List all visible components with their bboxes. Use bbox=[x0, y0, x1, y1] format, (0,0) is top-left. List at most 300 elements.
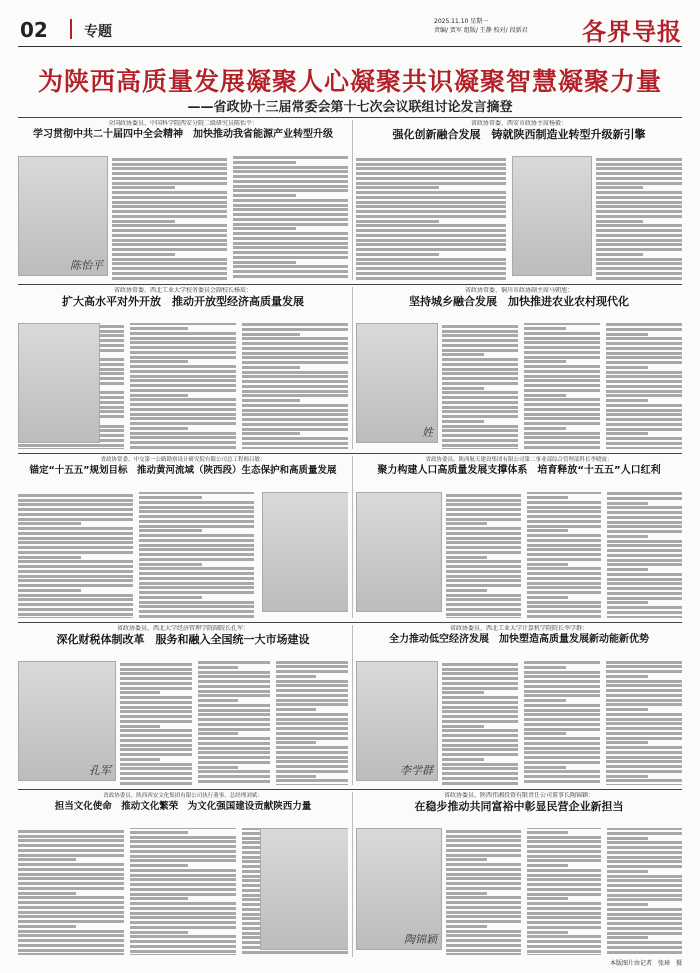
text-line bbox=[276, 779, 348, 782]
text-line bbox=[276, 694, 348, 697]
text-line bbox=[527, 878, 602, 881]
text-line bbox=[607, 540, 682, 543]
text-line bbox=[198, 699, 238, 702]
text-line bbox=[198, 713, 270, 716]
text-line bbox=[130, 327, 188, 330]
text-line bbox=[446, 518, 521, 521]
text-line bbox=[442, 668, 518, 671]
text-line bbox=[527, 907, 602, 910]
text-line bbox=[198, 661, 270, 664]
text-line bbox=[527, 520, 602, 523]
text-line bbox=[442, 372, 518, 375]
text-line bbox=[527, 874, 602, 877]
text-line bbox=[139, 563, 202, 566]
text-line bbox=[606, 375, 682, 378]
text-line bbox=[524, 690, 600, 693]
text-line bbox=[442, 410, 518, 413]
text-line bbox=[524, 432, 600, 435]
text-line bbox=[446, 830, 521, 833]
text-line bbox=[139, 577, 254, 580]
text-line bbox=[607, 535, 648, 538]
text-line bbox=[130, 422, 236, 425]
text-line bbox=[18, 541, 133, 544]
text-line bbox=[18, 584, 133, 587]
text-line bbox=[130, 436, 236, 439]
text-line bbox=[607, 941, 682, 944]
photo-credit: 本版图片由记者 张璋 摄 bbox=[609, 960, 682, 967]
text-line bbox=[446, 575, 521, 578]
text-line bbox=[18, 537, 133, 540]
text-line bbox=[120, 767, 192, 770]
issue-date: 2025.11.10 星期一 bbox=[434, 18, 489, 25]
text-line bbox=[607, 511, 682, 514]
text-line bbox=[120, 677, 192, 680]
text-line bbox=[524, 671, 600, 674]
text-line bbox=[524, 375, 600, 378]
article-body bbox=[112, 156, 348, 280]
text-line bbox=[120, 668, 192, 671]
text-line bbox=[18, 579, 133, 582]
text-line bbox=[446, 503, 521, 506]
text-line bbox=[527, 610, 602, 613]
speaker-photo bbox=[18, 323, 100, 443]
text-line bbox=[198, 666, 238, 669]
text-line bbox=[524, 337, 600, 340]
text-line bbox=[524, 766, 566, 769]
main-headline: 为陕西高质量发展凝聚人心凝聚共识凝聚智慧凝聚力量 bbox=[37, 67, 662, 96]
text-line bbox=[356, 277, 506, 280]
text-line bbox=[130, 375, 236, 378]
text-line bbox=[276, 751, 348, 754]
text-line bbox=[242, 432, 300, 435]
text-line bbox=[233, 175, 348, 178]
signature: 陈怡平 bbox=[70, 259, 103, 272]
text-line bbox=[120, 729, 192, 732]
text-line bbox=[276, 722, 348, 725]
text-line bbox=[527, 582, 602, 585]
text-line bbox=[607, 889, 682, 892]
text-line bbox=[607, 516, 682, 519]
text-line bbox=[607, 851, 682, 854]
text-line bbox=[527, 496, 568, 499]
text-line bbox=[130, 427, 188, 430]
text-line bbox=[524, 761, 600, 764]
text-line bbox=[198, 766, 238, 769]
text-line bbox=[130, 869, 236, 872]
text-line bbox=[596, 191, 682, 194]
text-line bbox=[607, 601, 648, 604]
text-line bbox=[446, 892, 487, 895]
text-line bbox=[18, 887, 124, 890]
text-line bbox=[276, 732, 348, 735]
text-line bbox=[442, 715, 518, 718]
text-line bbox=[606, 684, 682, 687]
text-line bbox=[596, 167, 682, 170]
newspaper-logo: 各界导报 bbox=[582, 17, 682, 46]
text-line bbox=[527, 572, 602, 575]
text-line bbox=[130, 840, 236, 843]
text-line bbox=[446, 570, 521, 573]
text-line bbox=[524, 747, 600, 750]
text-line bbox=[442, 420, 484, 423]
text-line bbox=[112, 277, 227, 280]
text-line bbox=[524, 384, 600, 387]
editor-staff: 责编/ 贾军 组版/ 王静 校对/ 段新君 bbox=[434, 27, 528, 34]
text-line bbox=[596, 205, 682, 208]
text-line bbox=[607, 879, 682, 882]
text-line bbox=[527, 558, 602, 561]
text-line bbox=[242, 399, 300, 402]
text-line bbox=[527, 615, 602, 618]
text-line bbox=[242, 356, 348, 359]
text-line bbox=[139, 506, 254, 509]
text-line bbox=[356, 177, 506, 180]
text-line bbox=[524, 666, 566, 669]
text-line bbox=[18, 835, 124, 838]
text-line bbox=[198, 671, 270, 674]
text-line bbox=[596, 177, 682, 180]
text-line bbox=[139, 586, 254, 589]
text-line bbox=[607, 832, 682, 835]
text-line bbox=[198, 742, 270, 745]
article-panel bbox=[356, 120, 682, 280]
text-line bbox=[442, 363, 518, 366]
text-line bbox=[527, 931, 568, 934]
text-line bbox=[139, 615, 254, 618]
text-line bbox=[607, 841, 682, 844]
text-line bbox=[139, 591, 254, 594]
text-line bbox=[18, 844, 124, 847]
text-line bbox=[524, 709, 600, 712]
text-line bbox=[596, 172, 682, 175]
text-line bbox=[446, 556, 487, 559]
text-line bbox=[446, 896, 521, 899]
text-line bbox=[276, 713, 348, 716]
text-line bbox=[18, 858, 76, 861]
text-line bbox=[130, 836, 236, 839]
text-line bbox=[607, 563, 682, 566]
text-line bbox=[139, 567, 254, 570]
text-line bbox=[606, 770, 682, 773]
text-line bbox=[198, 690, 270, 693]
speaker-role: 全国政协委员、中国科学院西安分院二级研究员陈怡平： bbox=[107, 120, 258, 127]
text-line bbox=[607, 573, 682, 576]
text-line bbox=[527, 845, 602, 848]
text-line bbox=[446, 934, 521, 937]
text-line bbox=[112, 205, 227, 208]
text-line bbox=[606, 442, 682, 445]
text-line bbox=[130, 931, 188, 934]
article-body bbox=[120, 661, 348, 785]
text-line bbox=[242, 423, 348, 426]
text-line bbox=[130, 907, 236, 910]
text-line bbox=[112, 272, 227, 275]
text-line bbox=[442, 729, 518, 732]
text-line bbox=[276, 665, 348, 668]
speaker-photo bbox=[356, 492, 442, 612]
text-line bbox=[606, 689, 682, 692]
article-title: 在稳步推动共同富裕中彰显民营企业新担当 bbox=[414, 800, 624, 813]
text-line bbox=[130, 850, 236, 853]
text-line bbox=[112, 267, 227, 270]
text-line bbox=[198, 675, 270, 678]
text-line bbox=[112, 186, 175, 189]
text-line bbox=[446, 527, 521, 530]
text-line bbox=[446, 584, 521, 587]
text-line bbox=[112, 172, 227, 175]
text-line bbox=[606, 775, 648, 778]
text-line bbox=[446, 835, 521, 838]
section-label: 专题 bbox=[84, 24, 112, 40]
text-line bbox=[524, 346, 600, 349]
text-line bbox=[130, 417, 236, 420]
text-line bbox=[527, 888, 602, 891]
text-line bbox=[606, 718, 682, 721]
text-line bbox=[606, 323, 682, 326]
text-line bbox=[356, 167, 506, 170]
text-line bbox=[596, 267, 682, 270]
text-line bbox=[606, 366, 648, 369]
text-line bbox=[446, 613, 521, 616]
text-line bbox=[112, 196, 227, 199]
text-line bbox=[139, 520, 254, 523]
text-line bbox=[139, 558, 254, 561]
text-line bbox=[606, 741, 648, 744]
text-line bbox=[233, 156, 348, 159]
text-line bbox=[524, 351, 600, 354]
text-line bbox=[607, 894, 682, 897]
text-line bbox=[607, 898, 682, 901]
text-line bbox=[120, 710, 192, 713]
text-line bbox=[130, 878, 236, 881]
text-line bbox=[233, 275, 348, 278]
text-line bbox=[130, 926, 236, 929]
text-line bbox=[120, 725, 160, 728]
text-line bbox=[607, 606, 682, 609]
text-line bbox=[18, 560, 133, 563]
column-divider bbox=[352, 287, 353, 449]
text-line bbox=[607, 865, 682, 868]
text-line bbox=[356, 253, 439, 256]
text-line bbox=[596, 234, 682, 237]
text-line bbox=[446, 920, 521, 923]
text-line bbox=[18, 522, 81, 525]
text-line bbox=[276, 689, 348, 692]
text-line bbox=[442, 344, 518, 347]
text-line bbox=[139, 534, 254, 537]
text-line bbox=[356, 172, 506, 175]
text-line bbox=[233, 223, 348, 226]
article-title: 锚定“十五五”规划目标 推动黄河流域（陕西段）生态保护和高质量发展 bbox=[29, 465, 337, 476]
text-line bbox=[356, 267, 506, 270]
text-line bbox=[233, 251, 348, 254]
text-line bbox=[442, 687, 518, 690]
text-line bbox=[139, 582, 254, 585]
text-line bbox=[130, 360, 188, 363]
text-line bbox=[524, 413, 600, 416]
text-line bbox=[524, 436, 600, 439]
text-line bbox=[442, 377, 518, 380]
text-line bbox=[442, 782, 518, 785]
text-line bbox=[18, 839, 124, 842]
signature: 李学群 bbox=[400, 764, 433, 777]
text-line bbox=[524, 775, 600, 778]
text-line bbox=[242, 337, 348, 340]
text-line bbox=[607, 903, 648, 906]
text-line bbox=[606, 680, 682, 683]
text-line bbox=[527, 869, 602, 872]
text-line bbox=[18, 518, 133, 521]
text-line bbox=[606, 437, 682, 440]
text-line bbox=[606, 428, 682, 431]
article-body bbox=[18, 492, 254, 618]
text-line bbox=[130, 940, 236, 943]
text-line bbox=[442, 744, 518, 747]
text-line bbox=[198, 718, 270, 721]
text-line bbox=[442, 691, 484, 694]
text-line bbox=[606, 394, 682, 397]
text-line bbox=[524, 699, 566, 702]
text-line bbox=[446, 598, 521, 601]
text-line bbox=[356, 234, 506, 237]
speaker-role: 省政协委员、陕西西安文化集团有限公司执行董事、总经理刘斌： bbox=[103, 793, 263, 799]
column-divider bbox=[352, 456, 353, 618]
text-line bbox=[130, 888, 236, 891]
text-line bbox=[276, 737, 348, 740]
text-line bbox=[120, 687, 192, 690]
text-line bbox=[130, 864, 188, 867]
text-line bbox=[276, 680, 348, 683]
text-line bbox=[130, 384, 236, 387]
text-line bbox=[607, 506, 682, 509]
text-line bbox=[356, 258, 506, 261]
text-line bbox=[130, 413, 236, 416]
text-line bbox=[130, 432, 236, 435]
speaker-photo bbox=[512, 156, 592, 276]
article-body bbox=[446, 828, 682, 957]
text-line bbox=[524, 356, 600, 359]
text-line bbox=[18, 513, 133, 516]
text-line bbox=[233, 213, 348, 216]
text-line bbox=[596, 243, 682, 246]
text-line bbox=[242, 371, 348, 374]
text-line bbox=[442, 415, 518, 418]
text-line bbox=[446, 532, 521, 535]
text-line bbox=[276, 703, 348, 706]
text-line bbox=[18, 896, 124, 899]
text-line bbox=[524, 360, 566, 363]
signature: 陶锦颖 bbox=[404, 933, 437, 946]
text-line bbox=[524, 737, 600, 740]
text-line bbox=[276, 770, 348, 773]
text-line bbox=[130, 883, 236, 886]
text-line bbox=[446, 906, 521, 909]
article-title: 强化创新融合发展 铸就陕西制造业转型升级新引擎 bbox=[392, 128, 646, 141]
text-line bbox=[242, 428, 348, 431]
text-line bbox=[607, 502, 648, 505]
text-line bbox=[233, 166, 348, 169]
text-line bbox=[233, 218, 348, 221]
text-line bbox=[112, 248, 227, 251]
text-line bbox=[524, 770, 600, 773]
text-line bbox=[596, 262, 682, 265]
text-line bbox=[130, 855, 236, 858]
text-line bbox=[139, 548, 254, 551]
text-line bbox=[607, 922, 682, 925]
text-line bbox=[242, 418, 348, 421]
text-line bbox=[442, 401, 518, 404]
text-line bbox=[130, 403, 236, 406]
text-line bbox=[527, 864, 568, 867]
text-line bbox=[527, 921, 602, 924]
text-line bbox=[18, 882, 124, 885]
text-line bbox=[139, 553, 254, 556]
text-line bbox=[446, 925, 487, 928]
text-line bbox=[18, 901, 124, 904]
text-line bbox=[112, 239, 227, 242]
text-line bbox=[607, 592, 682, 595]
text-line bbox=[198, 756, 270, 759]
text-line bbox=[527, 591, 602, 594]
article-panel bbox=[356, 456, 682, 618]
text-line bbox=[527, 548, 602, 551]
text-line bbox=[139, 605, 254, 608]
text-line bbox=[18, 877, 124, 880]
page-number: 02 bbox=[20, 18, 48, 42]
text-line bbox=[606, 760, 682, 763]
text-line bbox=[139, 501, 254, 504]
text-line bbox=[527, 912, 602, 915]
text-line bbox=[130, 356, 236, 359]
text-line bbox=[527, 529, 568, 532]
text-line bbox=[446, 494, 521, 497]
text-line bbox=[606, 385, 682, 388]
text-line bbox=[446, 877, 521, 880]
text-line bbox=[242, 394, 348, 397]
text-line bbox=[356, 205, 506, 208]
text-line bbox=[596, 158, 682, 161]
text-line bbox=[276, 760, 348, 763]
text-line bbox=[130, 912, 236, 915]
text-line bbox=[446, 522, 487, 525]
text-line bbox=[276, 741, 316, 744]
text-line bbox=[596, 186, 643, 189]
text-line bbox=[607, 587, 682, 590]
text-line bbox=[446, 949, 521, 952]
text-line bbox=[446, 513, 521, 516]
text-line bbox=[527, 840, 602, 843]
text-line bbox=[524, 332, 600, 335]
article-body bbox=[442, 661, 682, 785]
text-line bbox=[18, 565, 133, 568]
text-line bbox=[607, 611, 682, 614]
text-line bbox=[524, 365, 600, 368]
article-body bbox=[596, 156, 682, 280]
text-line bbox=[442, 353, 484, 356]
text-line bbox=[524, 713, 600, 716]
text-line bbox=[606, 703, 682, 706]
text-line bbox=[130, 921, 236, 924]
text-line bbox=[527, 515, 602, 518]
speaker-role: 省政协委员、西北工业大学计算机学院院长李学群： bbox=[449, 625, 588, 632]
text-line bbox=[527, 553, 602, 556]
article-title: 扩大高水平对外开放 推动开放型经济高质量发展 bbox=[62, 295, 304, 308]
text-line bbox=[607, 917, 682, 920]
text-line bbox=[139, 544, 254, 547]
text-line bbox=[130, 394, 188, 397]
text-line bbox=[198, 680, 270, 683]
speaker-role: 省政协委员、陕西伟湘投资有限责任公司董事长陶锦颖： bbox=[443, 792, 594, 799]
